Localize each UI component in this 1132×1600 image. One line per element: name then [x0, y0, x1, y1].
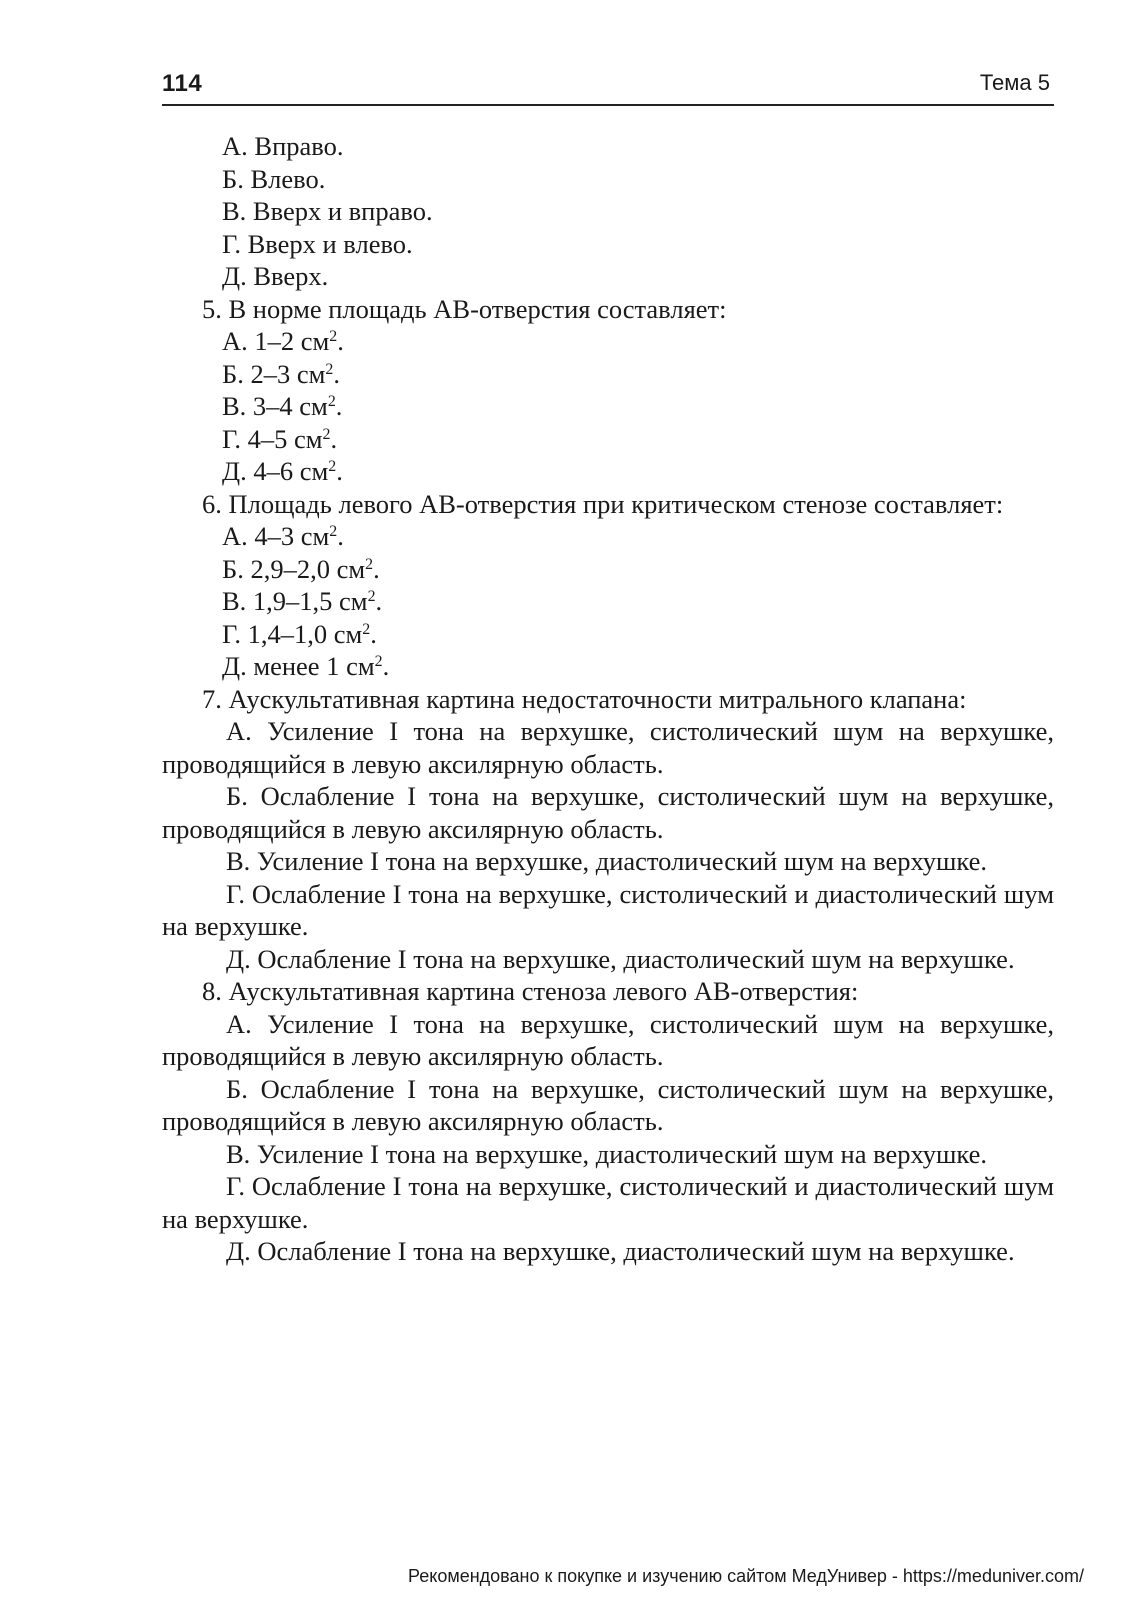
answer-option: В. Усиление I тона на верхушке, диастолический шум на верхушке. — [226, 846, 987, 876]
answer-option: В. Вверх и вправо. — [222, 196, 433, 226]
answer-option: Д. менее 1 $см^2$. — [222, 651, 390, 681]
answer-option: Б. 2,9–2,0 $см^2$. — [222, 553, 380, 584]
question-5: 5. В норме площадь АВ-отверстия составляет: — [202, 293, 727, 324]
answer-option: Д. Ослабление I тона на верхушке, диастолический шум на верхушке. — [226, 1236, 1015, 1266]
answer-option: Г. Вверх и влево. — [222, 228, 413, 259]
answer-option: Г. 4–5 $см^2$. — [222, 423, 338, 454]
answer-option: В. 1,9–1,5 $см^2$. — [222, 586, 383, 616]
answer-option: А. Усиление I тона на верхушке, систолический шум на верхушке, проводящийся в левую аксилярную область. — [162, 716, 1054, 779]
question-6: 6. Площадь левого АВ-отверстия при критическом стенозе составляет: — [202, 488, 1004, 519]
answer-option: Д. 4–6 $см^2$. — [222, 456, 343, 486]
answer-option: А. Усиление I тона на верхушке, систолический шум на верхушке, проводящийся в левую аксилярную область. — [162, 1008, 1054, 1071]
page-header — [162, 66, 1054, 106]
answer-option: В. Усиление I тона на верхушке, диастолический шум на верхушке. — [226, 1138, 987, 1169]
answer-option: А. 1–2 $см^2$. — [222, 326, 344, 356]
answer-option: Б. Ослабление I тона на верхушке, систолический шум на верхушке, проводящийся в левую аксилярную область. — [162, 1073, 1054, 1136]
page-number: 114 — [162, 70, 203, 97]
answer-option: Д. Ослабление I тона на верхушке, диастолический шум на верхушке. — [226, 943, 1015, 974]
answer-option: Г. Ослабление I тона на верхушке, систолический и диастолический шум на верхушке. — [162, 878, 1054, 941]
answer-option: Д. Вверх. — [222, 261, 329, 291]
answer-option: Б. 2–3 $см^2$. — [222, 358, 340, 389]
footer-recommendation: Рекомендовано к покупке и изучению сайтом МедУнивер - https://meduniver.com/ — [408, 1566, 1084, 1586]
running-head: Тема 5 — [979, 70, 1050, 95]
question-7: 7. Аускультативная картина недостаточности митрального клапана: — [202, 683, 967, 714]
page-body — [162, 130, 1054, 1268]
answer-option: Б. Ослабление I тона на верхушке, систолический шум на верхушке, проводящийся в левую аксилярную область. — [162, 781, 1054, 844]
answer-option: А. 4–3 $см^2$. — [222, 521, 344, 551]
answer-option: Г. 1,4–1,0 $см^2$. — [222, 618, 377, 649]
answer-option: А. Вправо. — [222, 131, 344, 161]
question-8: 8. Аускультативная картина стеноза левого АВ-отверстия: — [202, 976, 859, 1006]
answer-option: Г. Ослабление I тона на верхушке, систолический и диастолический шум на верхушке. — [162, 1171, 1054, 1234]
answer-option: В. 3–4 $см^2$. — [222, 391, 343, 421]
answer-option: Б. Влево. — [222, 163, 326, 194]
